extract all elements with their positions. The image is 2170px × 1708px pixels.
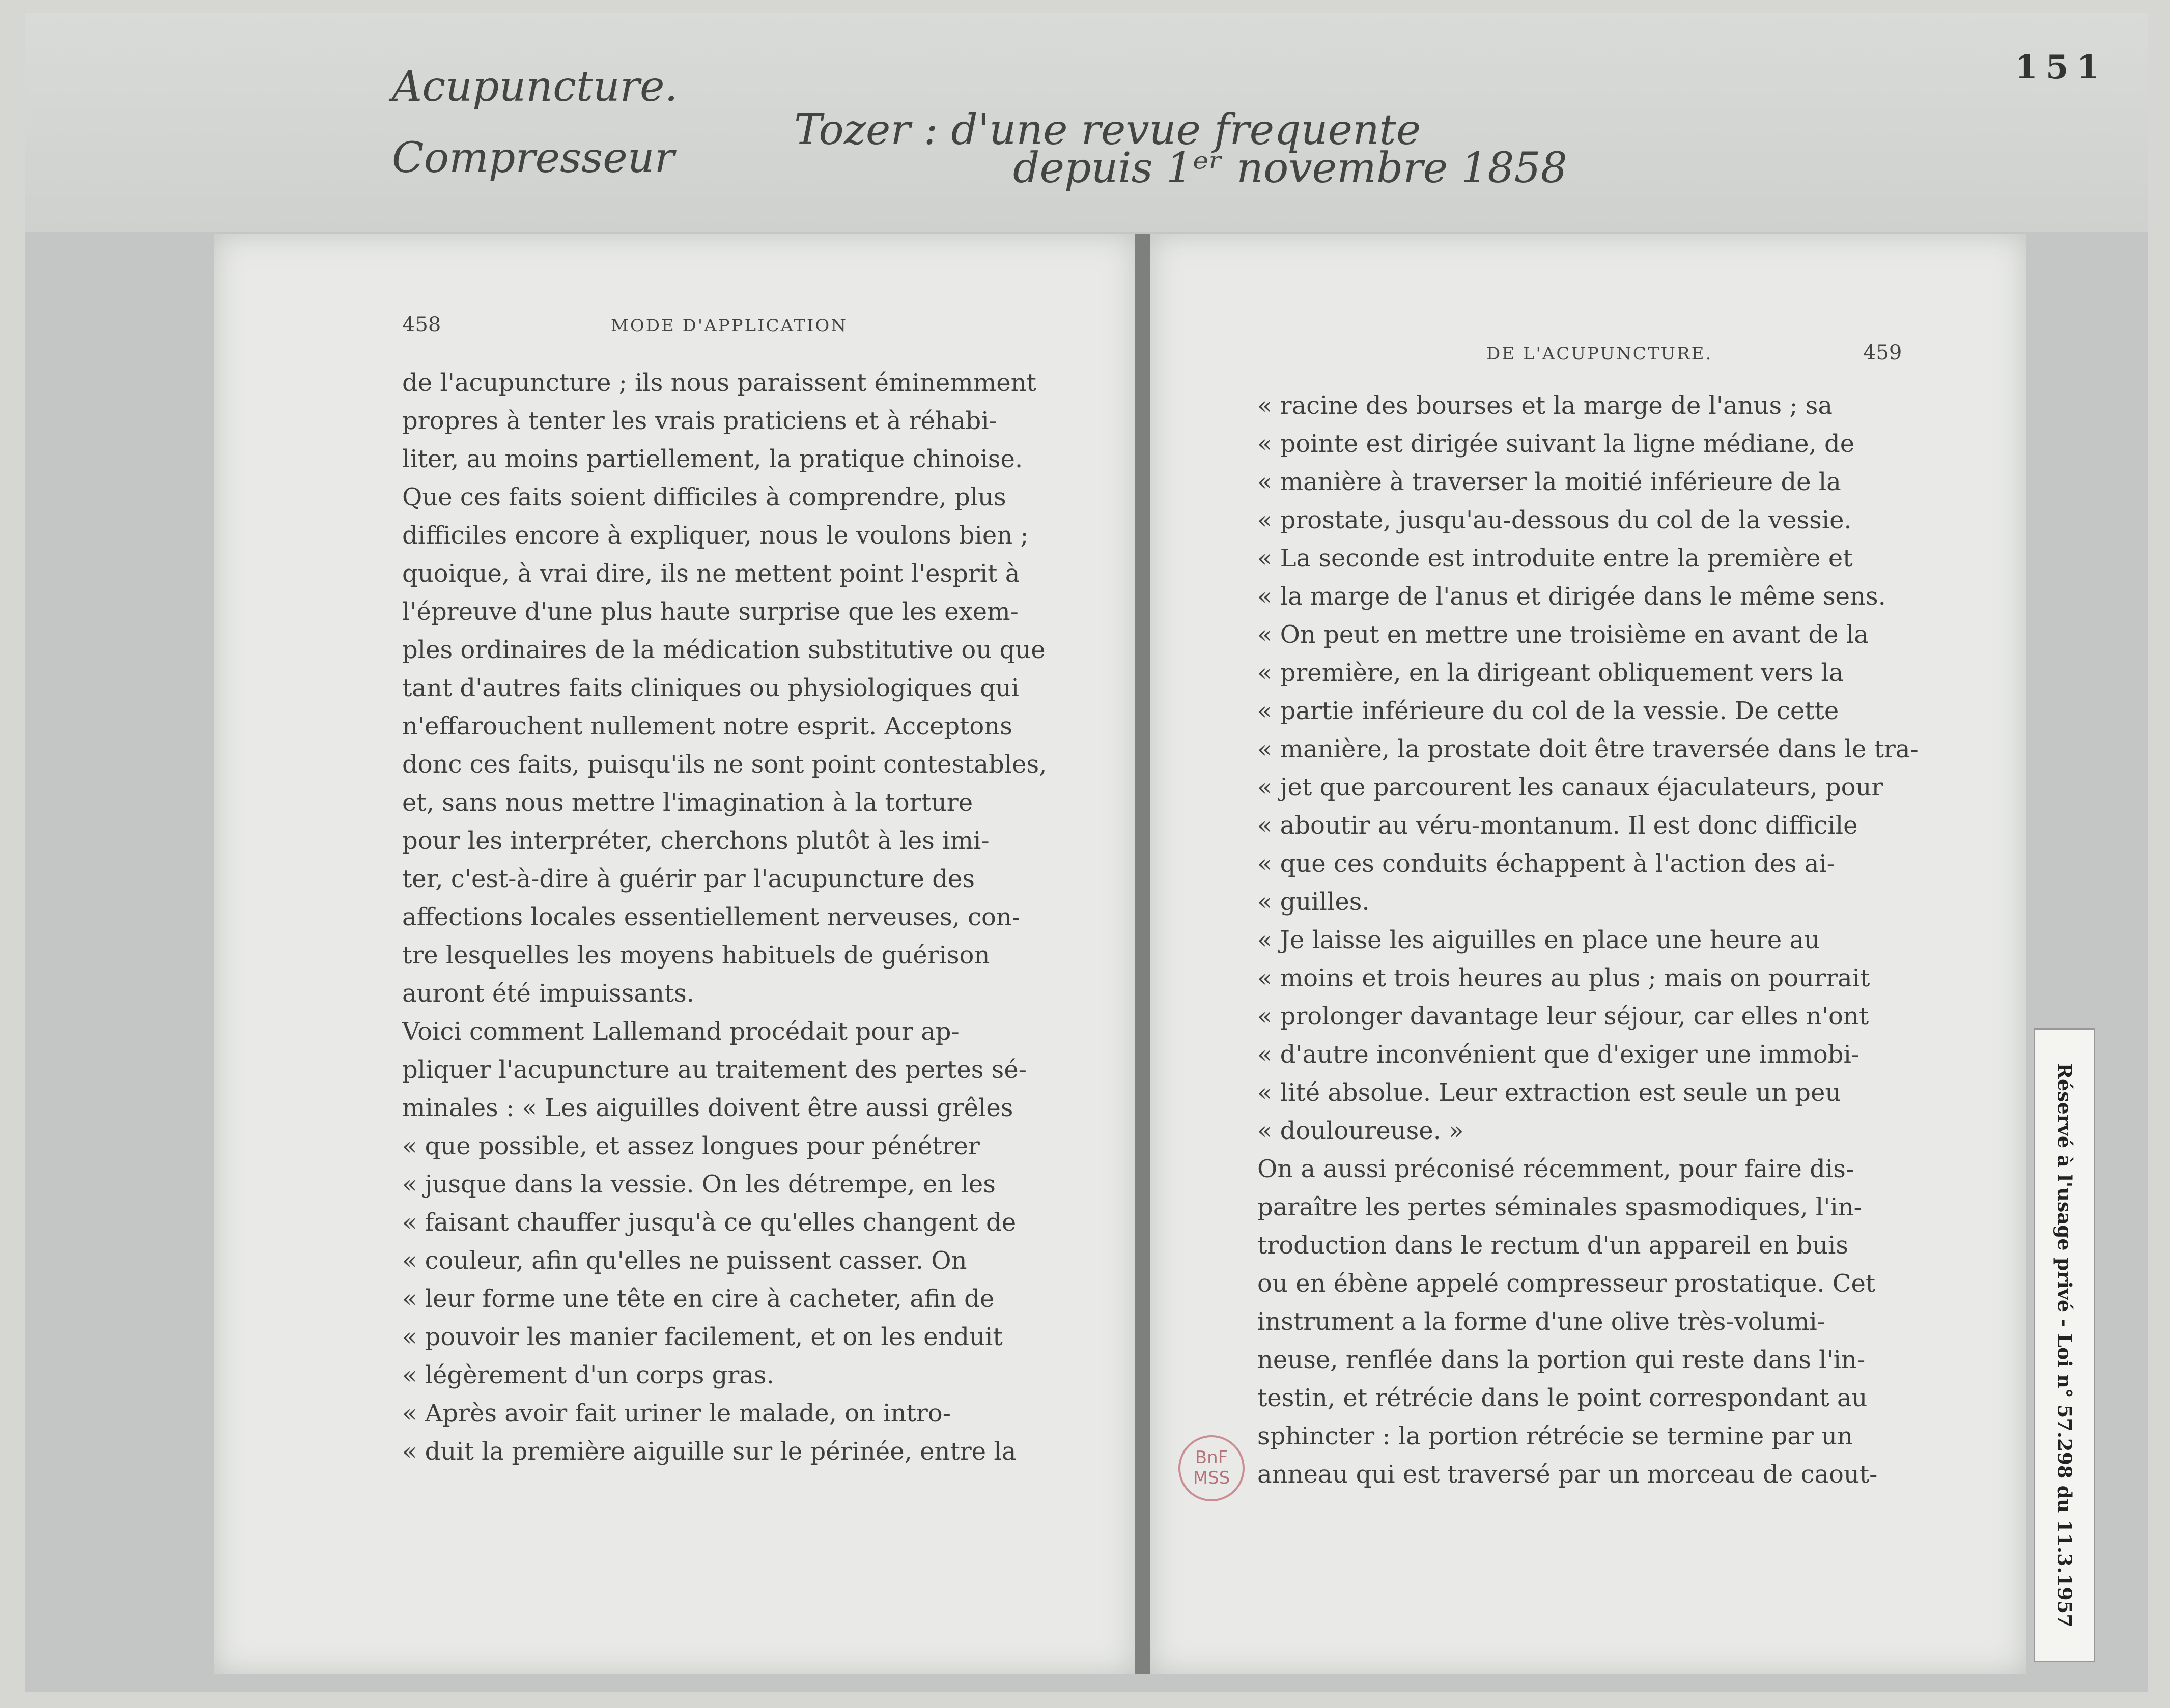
text-line: « que possible, et assez longues pour pénétrer — [402, 1132, 980, 1160]
right-page-text — [1257, 387, 1950, 1494]
stamp-line-2: MSS — [1193, 1468, 1230, 1488]
text-line: « manière, la prostate doit être traversée dans le tra- — [1257, 735, 1919, 763]
text-line: « Je laisse les aiguilles en place une heure au — [1257, 926, 1820, 954]
text-line: « la marge de l'anus et dirigée dans le même sens. — [1257, 582, 1886, 611]
text-line: « couleur, afin qu'elles ne puissent casser. On — [402, 1246, 967, 1275]
text-line: « Après avoir fait uriner le malade, on intro- — [402, 1399, 951, 1428]
handwritten-note-4: depuis 1ᵉʳ novembre 1858 — [1013, 144, 1567, 192]
text-line: neuse, renflée dans la portion qui reste dans l'in- — [1257, 1346, 1866, 1374]
usage-label — [2034, 1028, 2095, 1662]
text-line: On a aussi préconisé récemment, pour faire dis- — [1257, 1155, 1854, 1183]
text-line: « moins et trois heures au plus ; mais on pourrait — [1257, 964, 1870, 992]
text-line: « La seconde est introduite entre la première et — [1257, 544, 1853, 573]
text-line: donc ces faits, puisqu'ils ne sont point contestables, — [402, 750, 1047, 779]
text-line: « première, en la dirigeant obliquement vers la — [1257, 659, 1844, 687]
text-line: ou en ébène appelé compresseur prostatique. Cet — [1257, 1269, 1876, 1298]
text-line: difficiles encore à expliquer, nous le voulons bien ; — [402, 521, 1029, 550]
text-line: pour les interpréter, cherchons plutôt à les imi- — [402, 827, 990, 855]
handwritten-note-2: Compresseur — [392, 134, 674, 182]
text-line: « leur forme une tête en cire à cacheter, afin de — [402, 1285, 995, 1313]
text-line: « prostate, jusqu'au-dessous du col de la vessie. — [1257, 506, 1852, 534]
left-page — [214, 234, 1135, 1674]
left-page-number: 458 — [402, 313, 441, 336]
text-line: minales : « Les aiguilles doivent être aussi grêles — [402, 1094, 1013, 1122]
right-running-title: DE L'ACUPUNCTURE. — [1486, 344, 1713, 364]
text-line: « prolonger davantage leur séjour, car elles n'ont — [1257, 1002, 1869, 1031]
text-line: « jet que parcourent les canaux éjaculateurs, pour — [1257, 773, 1883, 802]
text-line: troduction dans le rectum d'un appareil en buis — [1257, 1231, 1848, 1260]
text-line: Que ces faits soient difficiles à comprendre, plus — [402, 483, 1006, 511]
text-line: ter, c'est-à-dire à guérir par l'acupuncture des — [402, 865, 975, 893]
text-line: « pointe est dirigée suivant la ligne médiane, de — [1257, 430, 1855, 458]
page-gutter — [1135, 234, 1150, 1674]
text-line: sphincter : la portion rétrécie se termine par un — [1257, 1422, 1853, 1450]
text-line: affections locales essentiellement nerveuses, con- — [402, 903, 1021, 931]
text-line: instrument a la forme d'une olive très-volumi- — [1257, 1307, 1825, 1336]
text-line: anneau qui est traversé par un morceau de caout- — [1257, 1460, 1878, 1489]
text-line: tre lesquelles les moyens habituels de guérison — [402, 941, 990, 970]
text-line: l'épreuve d'une plus haute surprise que les exem- — [402, 597, 1019, 626]
left-page-text — [402, 364, 1074, 1471]
stamp-line-1: BnF — [1195, 1447, 1228, 1468]
text-line: paraître les pertes séminales spasmodiques, l'in- — [1257, 1193, 1862, 1221]
text-line: « faisant chauffer jusqu'à ce qu'elles changent de — [402, 1208, 1017, 1237]
text-line: « racine des bourses et la marge de l'anus ; sa — [1257, 391, 1833, 420]
text-line: testin, et rétrécie dans le point correspondant au — [1257, 1384, 1868, 1412]
text-line: liter, au moins partiellement, la pratique chinoise. — [402, 445, 1023, 473]
text-line: « guilles. — [1257, 888, 1370, 916]
text-line: « aboutir au véru-montanum. Il est donc difficile — [1257, 811, 1858, 840]
text-line: « lité absolue. Leur extraction est seule un peu — [1257, 1078, 1841, 1107]
text-line: quoique, à vrai dire, ils ne mettent point l'esprit à — [402, 559, 1020, 588]
text-line: « pouvoir les manier facilement, et on les enduit — [402, 1323, 1003, 1351]
text-line: « légèrement d'un corps gras. — [402, 1361, 774, 1389]
text-line: tant d'autres faits cliniques ou physiologiques qui — [402, 674, 1020, 702]
text-line: propres à tenter les vrais praticiens et à réhabi- — [402, 407, 997, 435]
text-line: « douloureuse. » — [1257, 1117, 1464, 1145]
folio-number: 151 — [2015, 48, 2107, 87]
text-line: « d'autre inconvénient que d'exiger une immobi- — [1257, 1040, 1860, 1069]
handwritten-note-3: Tozer : d'une revue frequente — [794, 106, 1421, 154]
text-line: ples ordinaires de la médication substitutive ou que — [402, 636, 1046, 664]
text-line: auront été impuissants. — [402, 979, 695, 1008]
text-line: « duit la première aiguille sur le périnée, entre la — [402, 1437, 1017, 1466]
text-line: « partie inférieure du col de la vessie. De cette — [1257, 697, 1839, 725]
left-running-title: MODE D'APPLICATION — [611, 316, 848, 336]
library-stamp — [1178, 1435, 1245, 1501]
text-line: n'effarouchent nullement notre esprit. Acceptons — [402, 712, 1012, 741]
text-line: « jusque dans la vessie. On les détrempe, en les — [402, 1170, 996, 1199]
usage-label-text: Réservé à l'usage privé - Loi n° 57.298 du 11.3.1957 — [2053, 1063, 2076, 1628]
text-line: « manière à traverser la moitié inférieure de la — [1257, 468, 1841, 496]
text-line: et, sans nous mettre l'imagination à la torture — [402, 788, 973, 817]
right-page-number: 459 — [1863, 341, 1902, 364]
text-line: Voici comment Lallemand procédait pour ap- — [402, 1017, 960, 1046]
text-line: pliquer l'acupuncture au traitement des pertes sé- — [402, 1056, 1027, 1084]
handwritten-note-1: Acupuncture. — [392, 63, 678, 111]
text-line: de l'acupuncture ; ils nous paraissent éminemment — [402, 368, 1036, 397]
text-line: « On peut en mettre une troisième en avant de la — [1257, 620, 1869, 649]
text-line: « que ces conduits échappent à l'action des ai- — [1257, 849, 1835, 878]
right-page — [1150, 234, 2026, 1674]
